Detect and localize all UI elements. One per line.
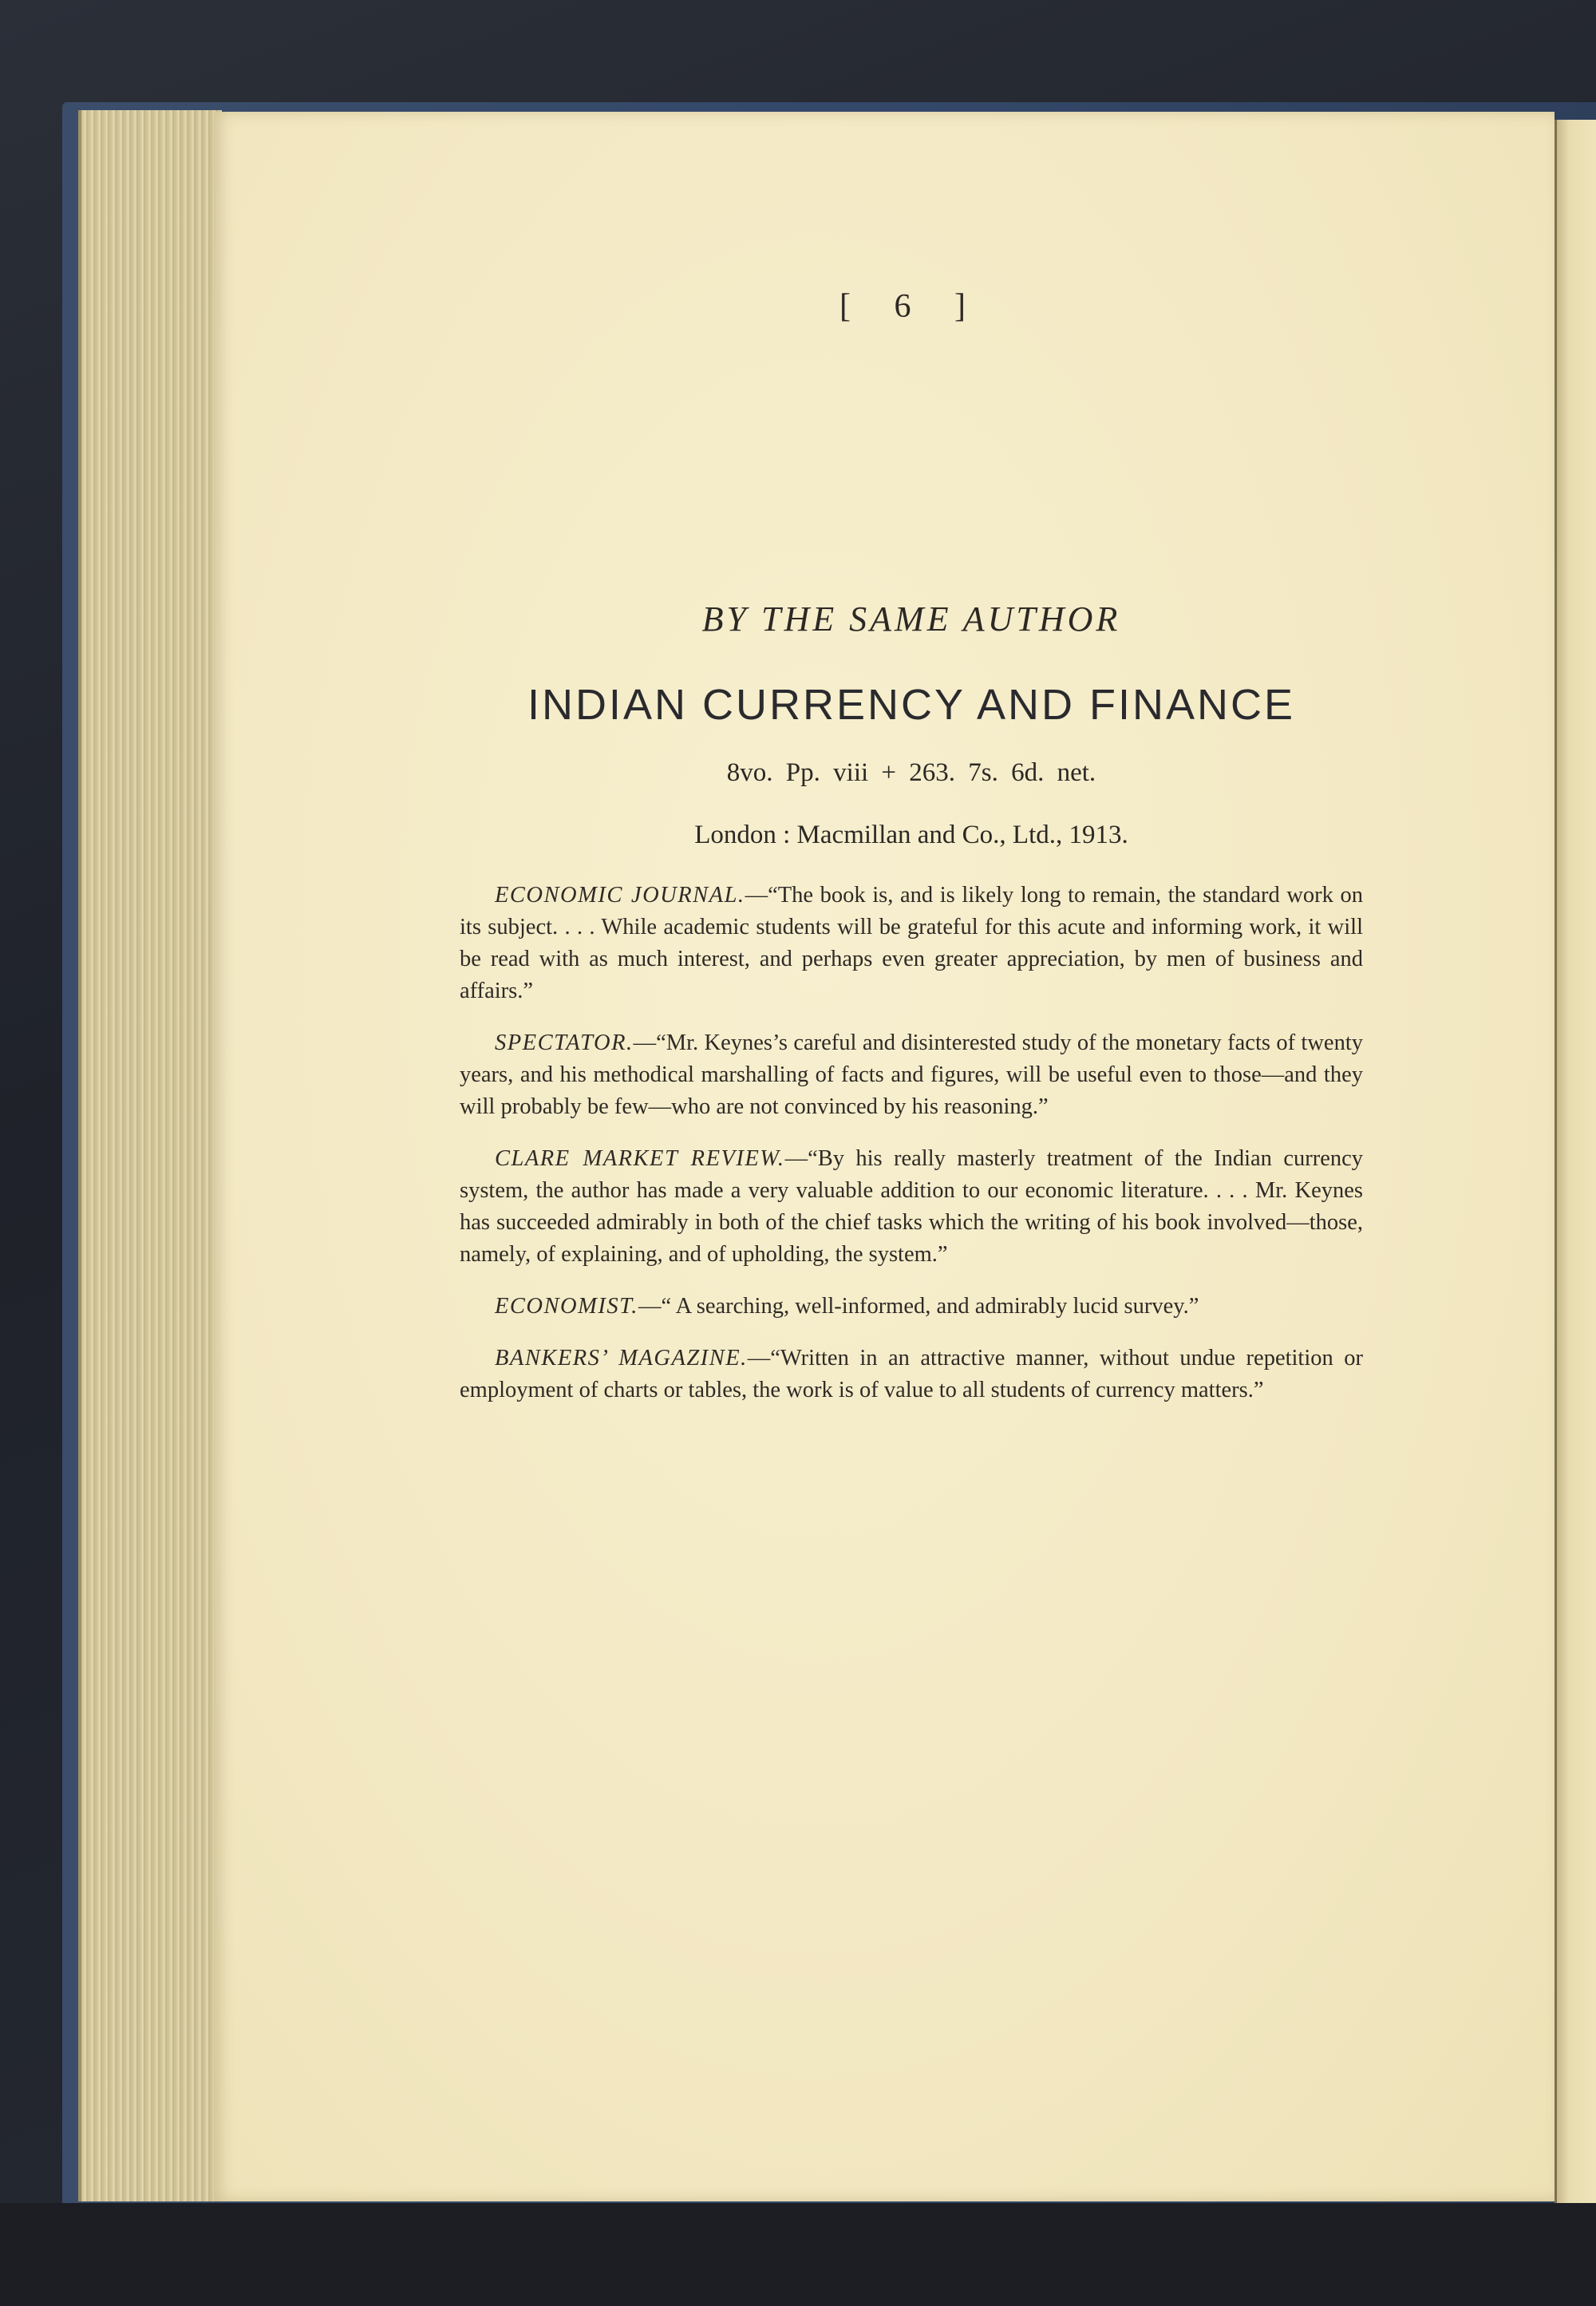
page-number: [ 6 ] [839,288,983,325]
review-text: —“The book is, and is likely long to remain, the standard work on its subject. . . . While academic students will be grateful for this acute and informing work, it will be read with as much interest, and perhaps even greater appreciation, by men of business and affairs.” [460,883,1364,1003]
review-source: BANKERS’ MAGAZINE. [495,1346,748,1371]
review-text: —“By his really masterly treatment of the Indian currency system, the author has made a very valuable addition to our economic literature. . . . Mr. Keynes has succeeded admirably in both of the chief tasks which the writing of his book involved—those, namely, of explaining, and of upholding, the system.” [460,1146,1364,1267]
review-economist [460,1291,1363,1323]
page-edges [78,110,222,2201]
review-source: ECONOMIST. [495,1294,638,1319]
review-text: —“Written in an attractive manner, without undue repetition or employment of charts or tables, the work is of value to all students of currency matters.” [460,1346,1364,1402]
review-text: —“ A searching, well-informed, and admirably lucid survey.” [638,1294,1199,1319]
publisher-line: London : Macmillan and Co., Ltd., 1913. [694,821,1128,849]
background-bottom [0,2203,1596,2306]
review-spectator [460,1027,1363,1123]
reviews-list [460,880,1363,1426]
review-economic-journal [460,880,1363,1007]
review-text: —“Mr. Keynes’s careful and disinterested study of the monetary facts of twenty years, and his methodical marshalling of facts and figures, will be useful even to those—and they will probably be few—who are not convinced by his reasoning.” [460,1030,1363,1119]
review-clare-market-review [460,1143,1363,1271]
review-source: SPECTATOR. [495,1030,634,1055]
facing-page-edge [1555,120,1596,2219]
review-source: ECONOMIC JOURNAL. [495,883,745,908]
book-details: 8vo. Pp. viii + 263. 7s. 6d. net. [726,758,1096,787]
by-same-author-heading: BY THE SAME AUTHOR [701,599,1121,639]
review-bankers-magazine [460,1343,1363,1406]
book-title: INDIAN CURRENCY AND FINANCE [527,681,1296,729]
review-source: CLARE MARKET REVIEW. [495,1146,785,1171]
